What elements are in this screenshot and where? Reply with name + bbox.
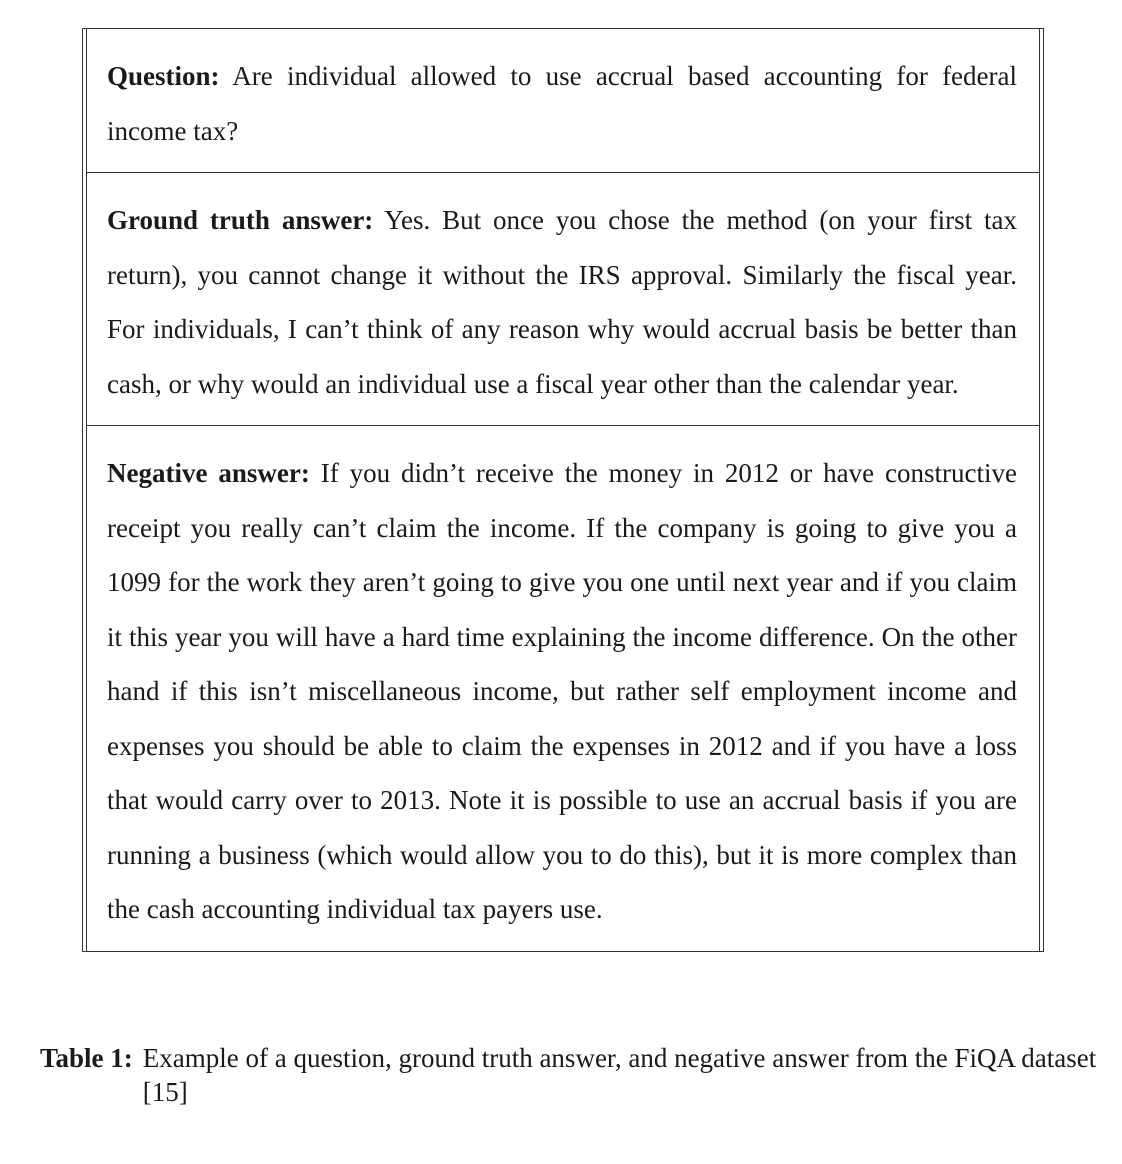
question-cell bbox=[87, 29, 1039, 172]
ground-truth-answer-label: Ground truth answer: bbox=[107, 205, 374, 235]
ground-truth-answer-cell bbox=[87, 172, 1039, 425]
negative-answer-text: If you didn’t receive the money in 2012 or have constructive receipt you really can’t claim the income. If the company is going to give you a 1099 for the work they aren’t going to give you one until next year and if you claim it this year you will have a hard time explaining the income difference. On the other hand if this isn’t miscellaneous income, but rather self employment income and expenses you should be able to claim the expenses in 2012 and if you have a loss that would carry over to 2013. Note it is possible to use an accrual basis if you are running a business (which would allow you to do this), but it is more complex than the cash accounting individual tax payers use. bbox=[107, 458, 1017, 924]
negative-answer-cell bbox=[87, 425, 1039, 951]
table-caption bbox=[40, 1041, 1112, 1109]
negative-answer-label: Negative answer: bbox=[107, 458, 310, 488]
caption-label: Table 1: bbox=[40, 1043, 133, 1073]
question-label: Question: bbox=[107, 61, 220, 91]
example-table bbox=[82, 28, 1044, 952]
example-table-body bbox=[86, 29, 1040, 951]
question-text: Are individual allowed to use accrual based accounting for federal income tax? bbox=[107, 61, 1018, 146]
caption-text: Example of a question, ground truth answer, and negative answer from the FiQA dataset [15] bbox=[142, 1043, 1097, 1107]
ground-truth-answer-text: Yes. But once you chose the method (on your first tax return), you cannot change it without the IRS approval. Similarly the fiscal year. For individuals, I can’t think of any reason why would accrual basis be better than cash, or why would an individual use a fiscal year other than the calendar year. bbox=[107, 205, 1017, 399]
